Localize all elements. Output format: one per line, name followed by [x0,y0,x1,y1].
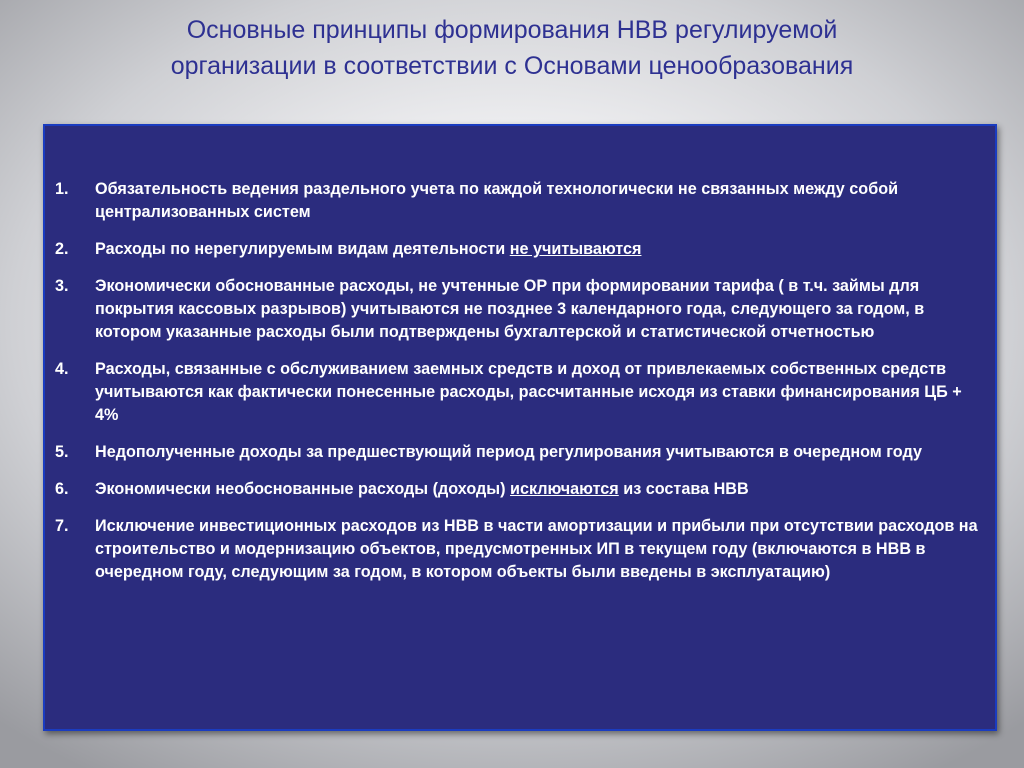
principle-item-5 [55,441,983,464]
principle-item-2 [55,238,983,261]
item-text: Обязательность ведения раздельного учета по каждой технологически не связанных между собой централизованных систем [95,180,899,221]
principle-item-3 [55,275,983,344]
item-number: 5. [55,443,69,461]
item-text-underlined: исключаются [510,480,619,498]
principle-item-4 [55,358,983,427]
item-text: Недополученные доходы за предшествующий период регулирования учитываются в очередном году [95,443,922,461]
item-text-plain: из состава НВВ [618,480,749,498]
slide-title-line-2: организации в соответствии с Основами ценообразования [170,52,854,80]
principle-item-7 [55,515,983,584]
principle-item-6 [55,478,983,501]
item-text [95,238,983,261]
item-number: 7. [55,517,69,535]
item-text: Расходы, связанные с обслуживанием заемных средств и доход от привлекаемых собственных средств учитываются как фактически понесенные расходы, рассчитанные исходя из ставки финансирования ЦБ + 4% [95,360,962,424]
principles-panel [43,124,997,731]
item-text-underlined: не учитываются [509,240,642,258]
item-text: Исключение инвестиционных расходов из НВВ в части амортизации и прибыли при отсутствии расходов на строительство и модернизацию объектов, предусмотренных ИП в текущем году (включаются в НВВ в очередном году, следующим за годом, в котором объекты были введены в эксплуатацию) [95,517,978,581]
principle-item-1 [55,178,983,224]
principles-list [55,178,983,598]
slide-title-line-1: Основные принципы формирования НВВ регулируемой [186,16,838,44]
item-number: 1. [55,180,69,198]
item-number: 2. [55,240,69,258]
item-number: 6. [55,480,69,498]
item-text-plain: Экономически необоснованные расходы (доходы) [95,480,511,498]
slide-title [60,12,964,84]
item-number: 4. [55,360,69,378]
item-text: Экономически обоснованные расходы, не учтенные ОР при формировании тарифа ( в т.ч. займы для покрытия кассовых разрывов) учитываются не позднее 3 календарного года, следующего за годом, в котором указанные расходы были подтверждены бухгалтерской и статистической отчетностью [95,277,925,341]
item-number: 3. [55,277,69,295]
item-text-plain: Расходы по нерегулируемым видам деятельности [95,240,510,258]
item-text [95,478,983,501]
